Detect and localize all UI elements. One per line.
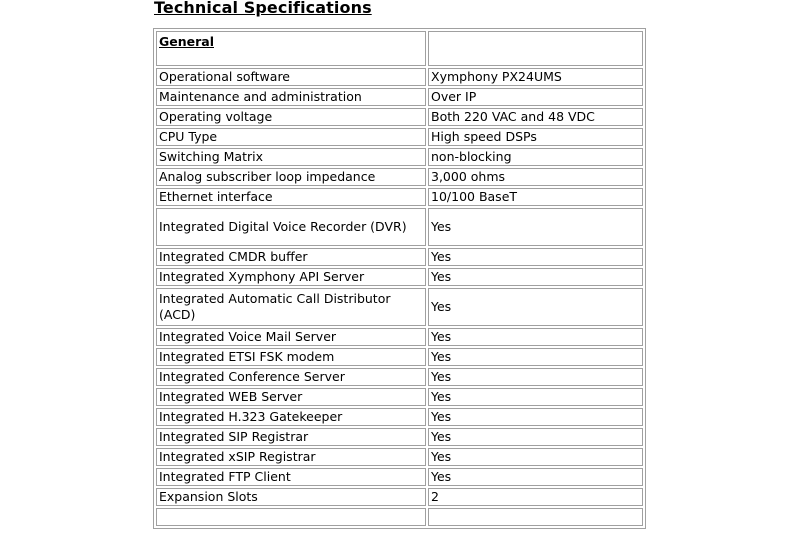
table-row xyxy=(156,288,643,326)
spec-label-cell: Integrated Conference Server xyxy=(156,368,426,386)
spec-value-cell: 3,000 ohms xyxy=(428,168,643,186)
table-row xyxy=(156,348,643,366)
table-row xyxy=(156,428,643,446)
table-row xyxy=(156,468,643,486)
table-row xyxy=(156,208,643,246)
section-label-cell xyxy=(156,31,426,66)
spec-label-cell: Switching Matrix xyxy=(156,148,426,166)
spec-value-cell: Yes xyxy=(428,328,643,346)
table-row xyxy=(156,108,643,126)
spec-label-cell: Operational software xyxy=(156,68,426,86)
spec-label-cell: Analog subscriber loop impedance xyxy=(156,168,426,186)
section-value-cell xyxy=(428,31,643,66)
spec-label-cell: Operating voltage xyxy=(156,108,426,126)
spec-table xyxy=(153,28,646,529)
spec-label-cell: Integrated xSIP Registrar xyxy=(156,448,426,466)
spec-label-cell: Integrated Xymphony API Server xyxy=(156,268,426,286)
table-row xyxy=(156,388,643,406)
spec-value-cell: Xymphony PX24UMS xyxy=(428,68,643,86)
table-row xyxy=(156,488,643,506)
spec-value-cell: Yes xyxy=(428,368,643,386)
table-row xyxy=(156,508,643,526)
spec-label-cell: Integrated ETSI FSK modem xyxy=(156,348,426,366)
spec-value-cell: Yes xyxy=(428,388,643,406)
spec-label-cell: Ethernet interface xyxy=(156,188,426,206)
spec-table-body xyxy=(156,31,643,526)
table-row xyxy=(156,248,643,266)
table-row xyxy=(156,68,643,86)
spec-label-cell: Integrated Digital Voice Recorder (DVR) xyxy=(156,208,426,246)
table-row xyxy=(156,368,643,386)
spec-value-cell: Both 220 VAC and 48 VDC xyxy=(428,108,643,126)
spec-value-cell: Yes xyxy=(428,248,643,266)
spec-label-cell: Maintenance and administration xyxy=(156,88,426,106)
table-row xyxy=(156,328,643,346)
spec-value-cell: Over IP xyxy=(428,88,643,106)
spec-value-cell: Yes xyxy=(428,428,643,446)
spec-value-cell: High speed DSPs xyxy=(428,128,643,146)
spec-label-cell xyxy=(156,508,426,526)
spec-label-cell: Expansion Slots xyxy=(156,488,426,506)
spec-label-cell: CPU Type xyxy=(156,128,426,146)
spec-value-cell: Yes xyxy=(428,208,643,246)
spec-value-cell: 10/100 BaseT xyxy=(428,188,643,206)
table-row xyxy=(156,188,643,206)
spec-label-cell: Integrated H.323 Gatekeeper xyxy=(156,408,426,426)
spec-label-cell: Integrated CMDR buffer xyxy=(156,248,426,266)
table-row xyxy=(156,128,643,146)
table-row xyxy=(156,268,643,286)
spec-value-cell: Yes xyxy=(428,448,643,466)
spec-value-cell: non-blocking xyxy=(428,148,643,166)
spec-value-cell xyxy=(428,508,643,526)
spec-label-cell: Integrated WEB Server xyxy=(156,388,426,406)
spec-value-cell: Yes xyxy=(428,288,643,326)
spec-label-cell: Integrated FTP Client xyxy=(156,468,426,486)
spec-value-cell: Yes xyxy=(428,468,643,486)
spec-value-cell: Yes xyxy=(428,268,643,286)
spec-label-cell: Integrated Voice Mail Server xyxy=(156,328,426,346)
spec-value-cell: Yes xyxy=(428,348,643,366)
spec-value-cell: Yes xyxy=(428,408,643,426)
section-label: General xyxy=(159,34,214,49)
spec-value-cell: 2 xyxy=(428,488,643,506)
section-row xyxy=(156,31,643,66)
page-title: Technical Specifications xyxy=(154,0,372,17)
table-row xyxy=(156,448,643,466)
table-row xyxy=(156,168,643,186)
table-row xyxy=(156,148,643,166)
spec-label-cell: Integrated SIP Registrar xyxy=(156,428,426,446)
table-row xyxy=(156,88,643,106)
table-row xyxy=(156,408,643,426)
spec-label-cell: Integrated Automatic Call Distributor (ACD) xyxy=(156,288,426,326)
